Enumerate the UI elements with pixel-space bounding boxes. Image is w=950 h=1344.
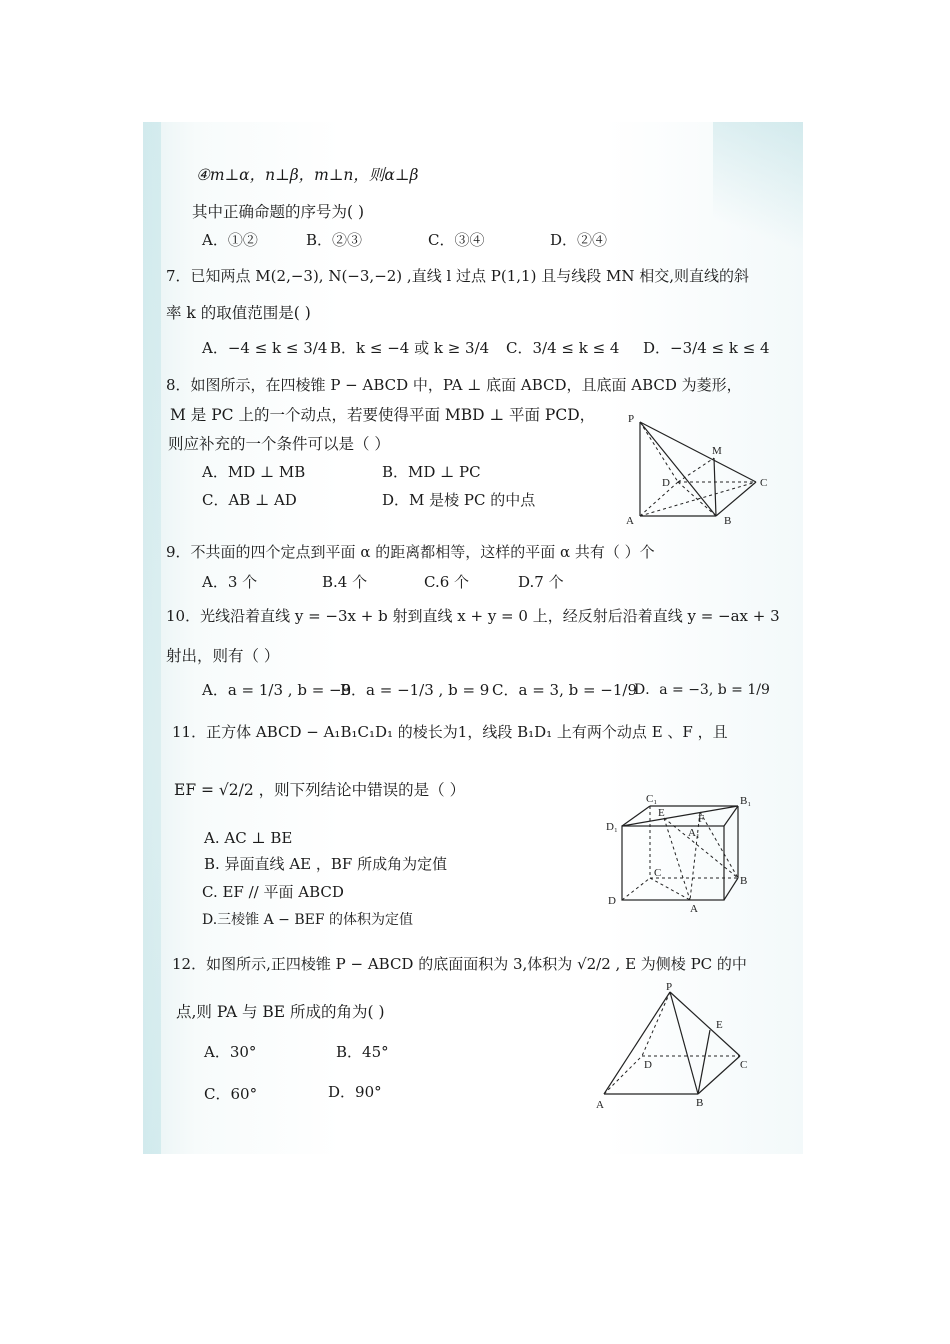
q9-option-c[interactable]: C.6 个	[424, 573, 470, 591]
q8-stem-line1: 8．如图所示，在四棱锥 P − ABCD 中，PA ⊥ 底面 ABCD，且底面 ABCD 为菱形，	[166, 376, 742, 394]
segment-EB	[664, 818, 738, 878]
q9-option-a[interactable]: A．3 个	[202, 573, 258, 591]
label-A: A	[690, 903, 698, 915]
label-B: B	[696, 1097, 704, 1109]
label-E: E	[658, 807, 665, 819]
q11-option-d[interactable]: D.三棱锥 A − BEF 的体积为定值	[202, 912, 414, 928]
label-D: D	[662, 477, 670, 489]
edge-DC	[622, 878, 650, 900]
q7-stem-line2: 率 k 的取值范围是( )	[166, 304, 311, 322]
q11-option-c[interactable]: C. EF // 平面 ABCD	[202, 883, 344, 901]
q6-option-a[interactable]: A．①②	[202, 231, 258, 249]
q8-stem-line2: M 是 PC 上的一个动点，若要使得平面 MBD ⊥ 平面 PCD，	[170, 406, 596, 424]
edge-PB	[670, 992, 698, 1094]
label-P: P	[666, 981, 673, 993]
q11-option-a[interactable]: A. AC ⊥ BE	[204, 829, 293, 847]
q8-option-b[interactable]: B．MD ⊥ PC	[382, 463, 481, 481]
edge-PC	[670, 992, 740, 1056]
edge-AB	[724, 878, 738, 900]
label-D: D	[608, 895, 616, 907]
q7-option-c[interactable]: C．3/4 ≤ k ≤ 4	[506, 339, 620, 357]
q9-option-d[interactable]: D.7 个	[518, 573, 564, 591]
label-A1: A₁	[688, 827, 700, 839]
q11-stem-line1: 11．正方体 ABCD − A₁B₁C₁D₁ 的棱长为1，线段 B₁D₁ 上有两个动点 E 、F ，且	[172, 723, 728, 741]
label-A: A	[596, 1099, 604, 1111]
label-D: D	[644, 1059, 652, 1071]
q12-option-d[interactable]: D．90°	[328, 1083, 382, 1101]
q12-option-b[interactable]: B．45°	[336, 1043, 389, 1061]
segment-FB	[700, 812, 738, 878]
edge-AC	[640, 482, 756, 516]
edge-AD	[604, 1056, 642, 1094]
q6-question: 其中正确命题的序号为( )	[192, 203, 365, 221]
q8-stem-line3: 则应补充的一个条件可以是（ ）	[168, 435, 390, 453]
q10-option-b[interactable]: B．a = −1/3 , b = 9	[340, 681, 490, 699]
edge-PB	[640, 422, 716, 516]
segment-AF	[690, 812, 700, 900]
edge-PD	[640, 422, 678, 482]
label-B: B	[740, 875, 748, 887]
page-tint-edge	[143, 122, 161, 1154]
q10-option-c[interactable]: C．a = 3, b = −1/9	[492, 681, 638, 699]
q6-statement-4: ④m⊥α，n⊥β，m⊥n，则α⊥β	[196, 166, 419, 184]
q7-option-d[interactable]: D．−3/4 ≤ k ≤ 4	[643, 339, 770, 357]
q12-stem-line2: 点,则 PA 与 BE 所成的角为( )	[176, 1003, 385, 1021]
q10-option-a[interactable]: A．a = 1/3 , b = −9	[202, 681, 352, 699]
label-M: M	[712, 445, 722, 457]
q10-stem-line2: 射出，则有（ ）	[166, 647, 280, 665]
q7-stem-line1: 7．已知两点 M(2,−3), N(−3,−2) ,直线 l 过点 P(1,1) 且与线段 MN 相交,则直线的斜	[166, 267, 750, 285]
edge-D1B1	[622, 806, 738, 826]
q6-option-d[interactable]: D．②④	[550, 231, 608, 249]
edge-PC	[640, 422, 756, 482]
label-E: E	[716, 1019, 723, 1031]
q12-option-c[interactable]: C．60°	[204, 1085, 258, 1103]
q10-option-d[interactable]: D．a = −3, b = 1/9	[634, 682, 770, 698]
edge-PA	[604, 992, 670, 1094]
label-C: C	[740, 1059, 748, 1071]
cube-front-face	[622, 826, 724, 900]
q9-stem: 9．不共面的四个定点到平面 α 的距离都相等，这样的平面 α 共有（ ）个	[166, 543, 655, 561]
label-F: F	[698, 813, 705, 825]
edge-PD	[642, 992, 670, 1056]
label-A: A	[626, 515, 634, 527]
label-B: B	[724, 515, 732, 527]
q7-option-a[interactable]: A．−4 ≤ k ≤ 3/4	[202, 339, 328, 357]
q12-pyramid-figure	[590, 981, 760, 1114]
q12-stem-line1: 12．如图所示,正四棱锥 P − ABCD 的底面面积为 3,体积为 √2/2 , E 为侧棱 PC 的中	[172, 955, 747, 973]
edge-BC	[716, 482, 756, 516]
page-tint-corner	[713, 122, 803, 252]
q11-option-b[interactable]: B. 异面直线 AE ，BF 所成角为定值	[204, 855, 448, 873]
q12-option-a[interactable]: A．30°	[204, 1043, 257, 1061]
q6-option-c[interactable]: C．③④	[428, 231, 485, 249]
q9-option-b[interactable]: B.4 个	[322, 573, 368, 591]
q6-option-b[interactable]: B．②③	[306, 231, 363, 249]
q8-option-d[interactable]: D．M 是棱 PC 的中点	[382, 491, 536, 509]
label-D1: D₁	[606, 821, 618, 833]
q11-stem-line2: EF = √2/2 ，则下列结论中错误的是（ ）	[174, 781, 466, 799]
q11-cube-figure	[606, 792, 756, 915]
label-C1: C₁	[646, 793, 658, 805]
q8-option-a[interactable]: A．MD ⊥ MB	[202, 463, 306, 481]
label-C: C	[654, 867, 662, 879]
label-B1: B₁	[740, 795, 752, 807]
edge-DM	[678, 458, 714, 482]
edge-MB	[714, 458, 716, 516]
q8-option-c[interactable]: C．AB ⊥ AD	[202, 491, 297, 509]
q7-option-b[interactable]: B．k ≤ −4 或 k ≥ 3/4	[330, 339, 490, 357]
label-C: C	[760, 477, 768, 489]
edge-DB	[678, 482, 716, 516]
q8-pyramid-figure	[620, 410, 770, 530]
q10-stem-line1: 10．光线沿着直线 y = −3x + b 射到直线 x + y = 0 上，经反射后沿着直线 y = −ax + 3	[166, 607, 780, 625]
label-P: P	[628, 413, 635, 425]
edge-A1B1	[724, 806, 738, 826]
